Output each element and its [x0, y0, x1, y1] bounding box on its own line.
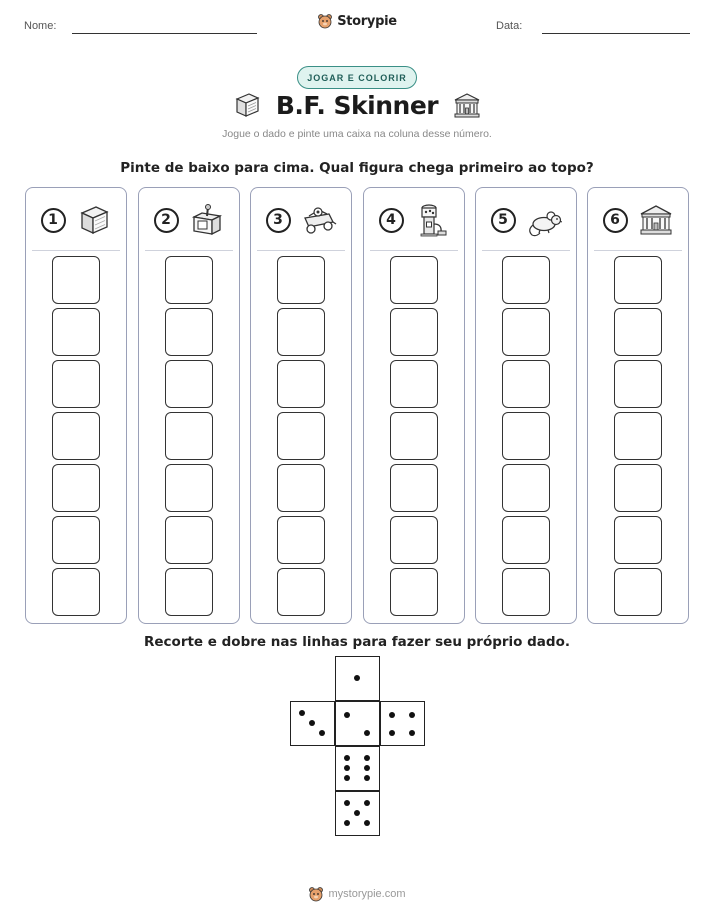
- university-building-icon: [638, 202, 674, 238]
- die-pip: [309, 720, 315, 726]
- color-box[interactable]: [277, 516, 325, 564]
- die-pip: [389, 730, 395, 736]
- color-box[interactable]: [390, 360, 438, 408]
- die-pip: [409, 730, 415, 736]
- color-box[interactable]: [277, 308, 325, 356]
- die-face-3: [290, 701, 335, 746]
- color-box[interactable]: [614, 308, 662, 356]
- die-face-4: [380, 701, 425, 746]
- die-pip: [344, 775, 350, 781]
- title-row: [0, 90, 714, 120]
- column-number: 4: [379, 208, 404, 233]
- bear-icon: [308, 886, 324, 902]
- die-pip: [319, 730, 325, 736]
- die-pip: [364, 730, 370, 736]
- die-pip: [409, 712, 415, 718]
- color-box[interactable]: [277, 568, 325, 616]
- color-box[interactable]: [165, 464, 213, 512]
- color-box[interactable]: [277, 256, 325, 304]
- die-pip: [354, 675, 360, 681]
- die-pip: [344, 765, 350, 771]
- color-box[interactable]: [390, 516, 438, 564]
- column-2: [138, 187, 240, 624]
- color-box[interactable]: [165, 516, 213, 564]
- university-building-icon: [452, 90, 482, 120]
- name-label: Nome:: [24, 20, 57, 32]
- color-box[interactable]: [52, 308, 100, 356]
- color-box[interactable]: [614, 568, 662, 616]
- die-pip: [364, 775, 370, 781]
- die-face-6: [335, 746, 380, 791]
- color-box[interactable]: [390, 308, 438, 356]
- column-3: [250, 187, 352, 624]
- footer-url[interactable]: mystorypie.com: [328, 888, 406, 900]
- die-pip: [364, 820, 370, 826]
- bear-icon: [317, 13, 333, 29]
- column-5: [475, 187, 577, 624]
- color-box[interactable]: [502, 256, 550, 304]
- date-label: Data:: [496, 20, 523, 32]
- column-6: [587, 187, 689, 624]
- color-box[interactable]: [277, 412, 325, 460]
- color-box[interactable]: [165, 256, 213, 304]
- name-line[interactable]: [72, 33, 257, 34]
- column-number: 6: [603, 208, 628, 233]
- column-number: 2: [154, 208, 179, 233]
- color-box[interactable]: [502, 464, 550, 512]
- color-box[interactable]: [165, 412, 213, 460]
- color-box[interactable]: [502, 360, 550, 408]
- lever-box-icon: [189, 202, 225, 238]
- color-box[interactable]: [52, 412, 100, 460]
- color-box[interactable]: [52, 464, 100, 512]
- color-box[interactable]: [390, 412, 438, 460]
- die-pip: [354, 810, 360, 816]
- color-box[interactable]: [614, 360, 662, 408]
- subtitle: Jogue o dado e pinte uma caixa na coluna desse número.: [222, 128, 492, 140]
- mouse-icon: [526, 202, 562, 238]
- column-number: 3: [266, 208, 291, 233]
- instruction-bottom: Recorte e dobre nas linhas para fazer seu próprio dado.: [143, 634, 570, 650]
- color-box[interactable]: [52, 568, 100, 616]
- color-box[interactable]: [165, 568, 213, 616]
- brand-name: Storypie: [337, 13, 397, 29]
- color-box[interactable]: [614, 412, 662, 460]
- column-number: 5: [491, 208, 516, 233]
- footer: [0, 886, 714, 902]
- brand-logo: [0, 13, 714, 29]
- column-4: [363, 187, 465, 624]
- activity-badge: JOGAR E COLORIR: [297, 66, 417, 89]
- pellet-dispenser-icon: [414, 202, 450, 238]
- die-face-2: [335, 701, 380, 746]
- color-box[interactable]: [390, 256, 438, 304]
- color-box[interactable]: [165, 308, 213, 356]
- column-1: [25, 187, 127, 624]
- color-box[interactable]: [614, 516, 662, 564]
- color-box[interactable]: [52, 360, 100, 408]
- color-box[interactable]: [52, 256, 100, 304]
- date-line[interactable]: [542, 33, 690, 34]
- die-pip: [344, 800, 350, 806]
- die-pip: [344, 755, 350, 761]
- column-number: 1: [41, 208, 66, 233]
- die-pip: [299, 710, 305, 716]
- color-box[interactable]: [390, 568, 438, 616]
- wagon-icon: [301, 202, 337, 238]
- color-box[interactable]: [277, 464, 325, 512]
- instruction-top: Pinte de baixo para cima. Qual figura chega primeiro ao topo?: [120, 160, 594, 176]
- die-pip: [389, 712, 395, 718]
- die-pip: [344, 820, 350, 826]
- color-box[interactable]: [502, 308, 550, 356]
- die-face-1: [335, 656, 380, 701]
- book-icon: [232, 90, 262, 120]
- die-pip: [364, 800, 370, 806]
- die-face-5: [335, 791, 380, 836]
- color-box[interactable]: [614, 464, 662, 512]
- color-box[interactable]: [502, 568, 550, 616]
- color-box[interactable]: [165, 360, 213, 408]
- color-box[interactable]: [277, 360, 325, 408]
- color-box[interactable]: [52, 516, 100, 564]
- die-pip: [344, 712, 350, 718]
- page-title: B.F. Skinner: [275, 90, 439, 120]
- die-pip: [364, 755, 370, 761]
- color-box[interactable]: [502, 516, 550, 564]
- die-pip: [364, 765, 370, 771]
- book-icon: [76, 202, 112, 238]
- color-box[interactable]: [390, 464, 438, 512]
- color-box[interactable]: [614, 256, 662, 304]
- color-box[interactable]: [502, 412, 550, 460]
